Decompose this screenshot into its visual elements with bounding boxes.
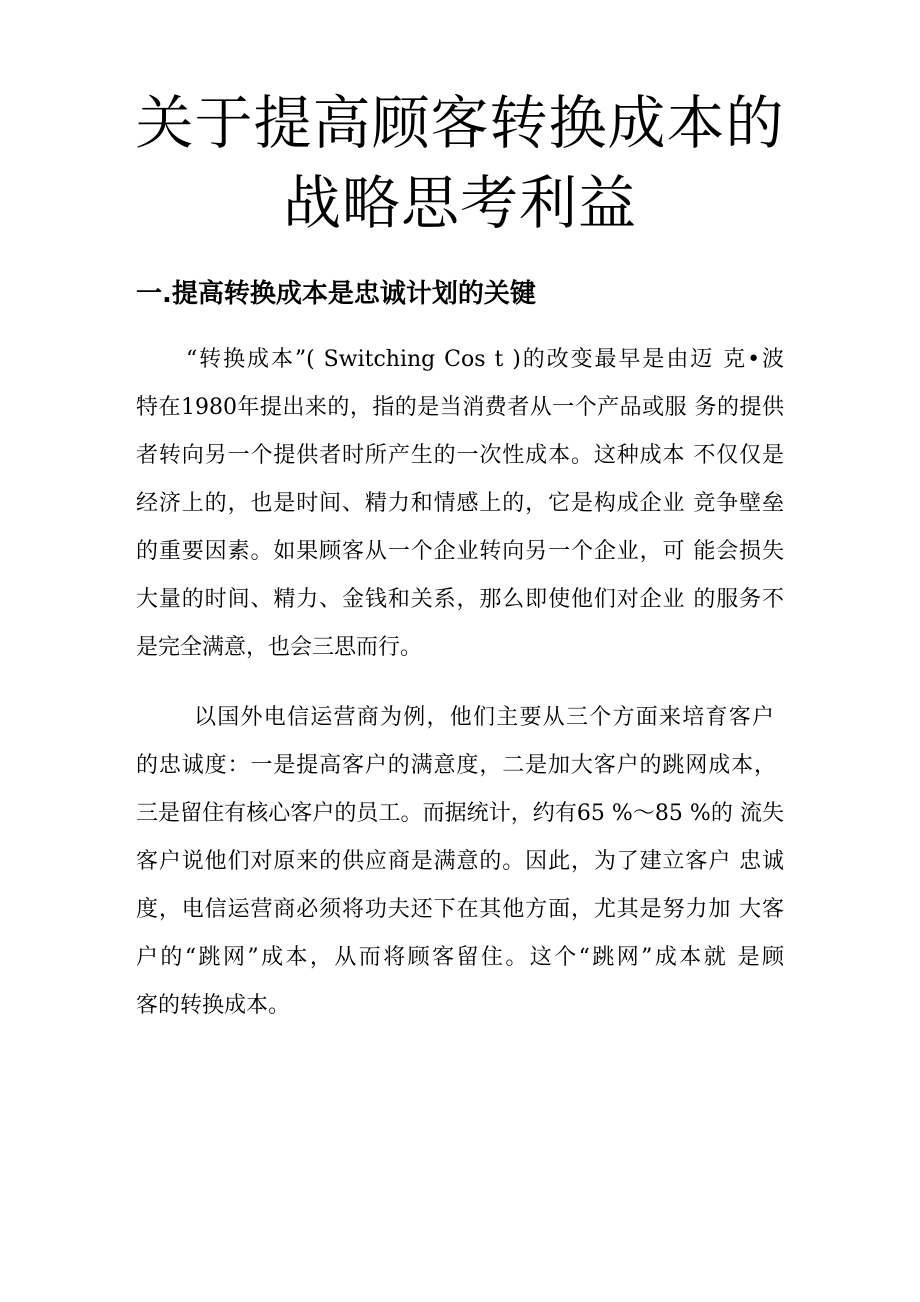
paragraph-2-line-4: 客户说他们对原来的供应商是满意的。因此，为了建立客户 忠诚 bbox=[136, 849, 784, 874]
paragraph-1-line-7: 是完全满意，也会三思而行。 bbox=[136, 635, 423, 660]
section-heading: 一.提高转换成本是忠诚计划的关键 bbox=[136, 279, 536, 309]
paragraph-1-line-3: 者转向另一个提供者时所产生的一次性成本。这种成本 不仅仅是 bbox=[136, 443, 784, 468]
document-title-line-2: 战略思考利益 bbox=[282, 169, 637, 237]
paragraph-1-line-1: “转换成本”( Switching Cos t )的改变最早是由迈 克•波 bbox=[186, 347, 784, 372]
paragraph-2-line-2: 的忠诚度：一是提高客户的满意度，二是加大客户的跳网成本， bbox=[136, 753, 776, 778]
paragraph-2-line-6: 户的“跳网”成本，从而将顾客留住。这个“跳网”成本就 是顾 bbox=[136, 945, 784, 970]
document-title-line-1: 关于提高顾客转换成本的 bbox=[135, 89, 785, 157]
paragraph-1-line-5: 的重要因素。如果顾客从一个企业转向另一个企业，可 能会损失 bbox=[136, 539, 784, 564]
paragraph-1-line-6: 大量的时间、精力、金钱和关系，那么即使他们对企业 的服务不 bbox=[136, 587, 784, 612]
paragraph-2-line-5: 度，电信运营商必须将功夫还下在其他方面，尤其是努力加 大客 bbox=[136, 897, 784, 922]
paragraph-1-line-2: 特在1980年提出来的，指的是当消费者从一个产品或服 务的提供 bbox=[136, 395, 784, 420]
paragraph-2-line-1: 以国外电信运营商为例，他们主要从三个方面来培育客户 bbox=[194, 705, 774, 730]
paragraph-2-line-3: 三是留住有核心客户的员工。而据统计，约有65 %～85 %的 流失 bbox=[136, 801, 784, 826]
paragraph-2-line-7: 客的转换成本。 bbox=[136, 993, 291, 1018]
paragraph-1-line-4: 经济上的，也是时间、精力和情感上的，它是构成企业 竞争壁垒 bbox=[136, 491, 784, 516]
